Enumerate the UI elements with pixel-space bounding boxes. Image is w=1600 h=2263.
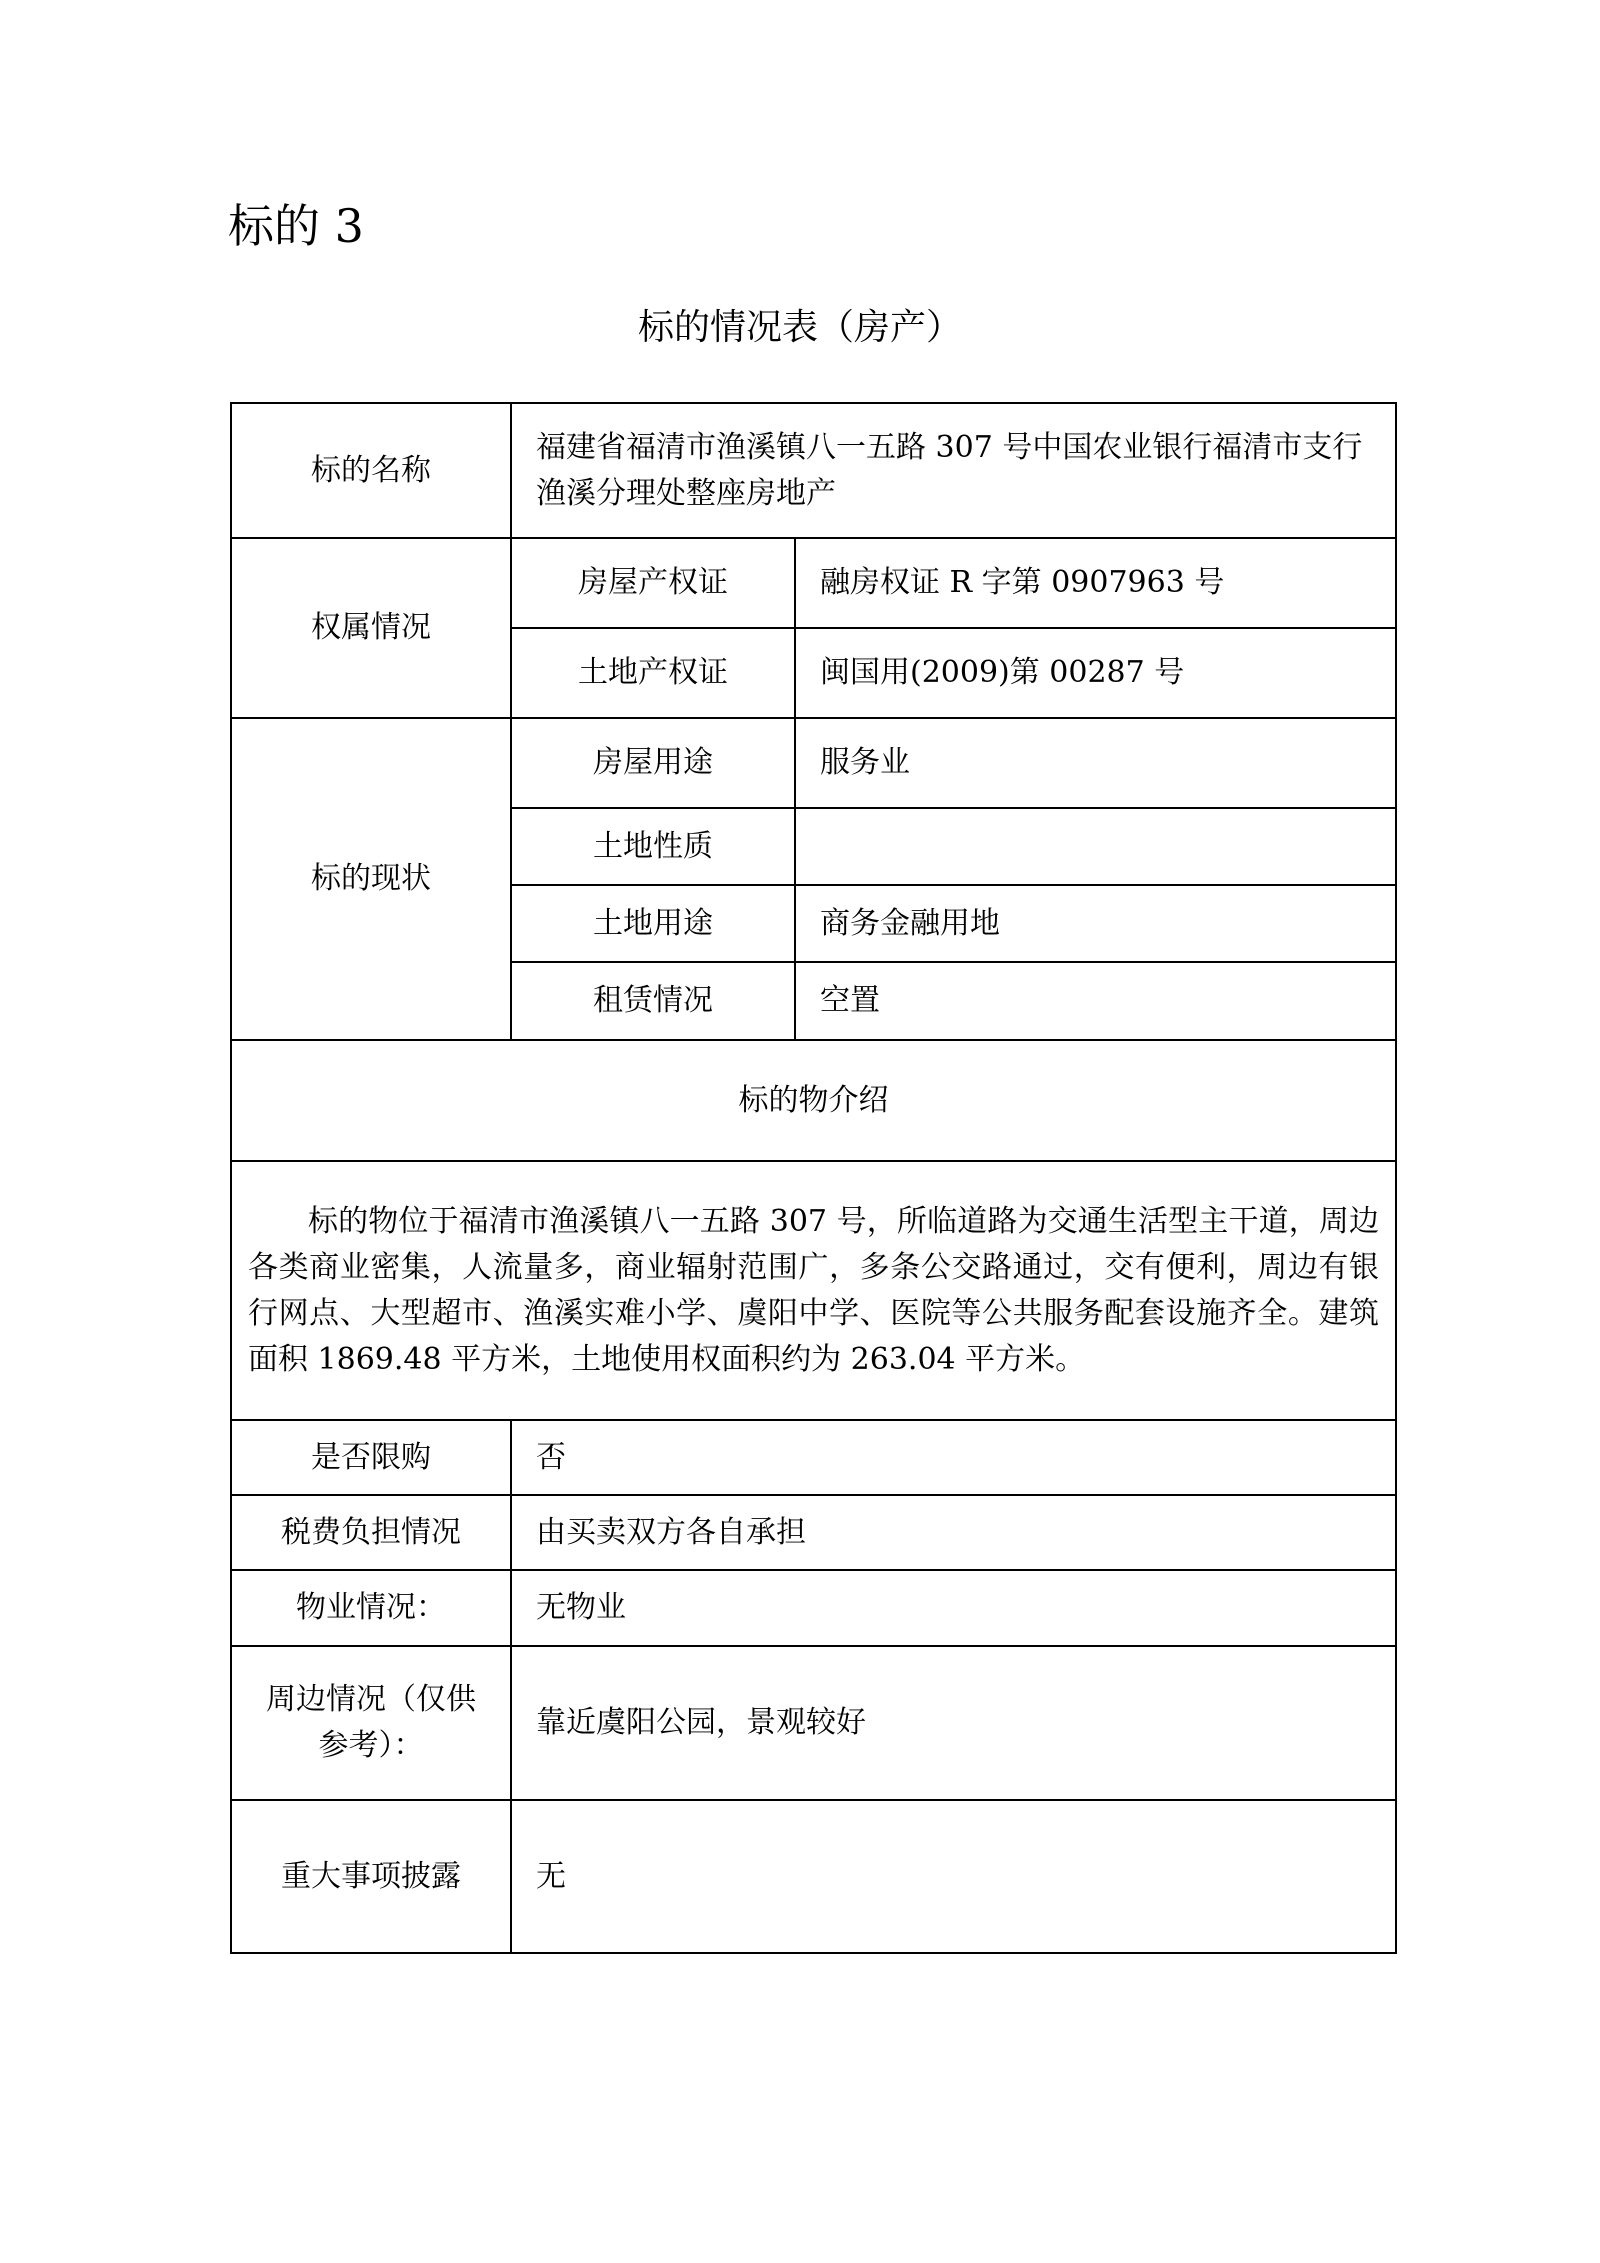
land-nature-value	[795, 808, 1396, 885]
row-tax	[231, 1495, 1396, 1570]
land-use-value: 商务金融用地	[795, 885, 1396, 962]
document-title: 标的情况表（房产）	[637, 307, 962, 348]
intro-header: 标的物介绍	[231, 1040, 1396, 1161]
row-house-use	[231, 718, 1396, 808]
section-heading: 标的 3	[228, 199, 364, 253]
property-mgmt-label: 物业情况：	[231, 1570, 511, 1646]
surroundings-value: 靠近虞阳公园，景观较好	[511, 1646, 1396, 1800]
property-mgmt-value: 无物业	[511, 1570, 1396, 1646]
ownership-label: 权属情况	[231, 538, 511, 718]
row-name	[231, 403, 1396, 538]
house-use-value: 服务业	[795, 718, 1396, 808]
name-label: 标的名称	[231, 403, 511, 538]
row-intro-text	[231, 1161, 1396, 1420]
surroundings-label: 周边情况（仅供参考）：	[231, 1646, 511, 1800]
land-nature-label: 土地性质	[511, 808, 795, 885]
disclosure-value: 无	[511, 1800, 1396, 1953]
row-purchase-limit	[231, 1420, 1396, 1495]
land-cert-label: 土地产权证	[511, 628, 795, 718]
purchase-limit-value: 否	[511, 1420, 1396, 1495]
lease-value: 空置	[795, 962, 1396, 1040]
intro-text: 标的物位于福清市渔溪镇八一五路 307 号，所临道路为交通生活型主干道，周边各类商业密集，人流量多，商业辐射范围广，多条公交路通过，交有便利，周边有银行网点、大型超市、渔溪实难小学、虞阳中学、医院等公共服务配套设施齐全。建筑面积 1869.48 平方米，土地使用权面积约为 263.04 平方米。	[248, 1203, 1379, 1377]
tax-label: 税费负担情况	[231, 1495, 511, 1570]
house-cert-value: 融房权证 R 字第 0907963 号	[795, 538, 1396, 628]
row-surroundings	[231, 1646, 1396, 1800]
house-cert-label: 房屋产权证	[511, 538, 795, 628]
name-value: 福建省福清市渔溪镇八一五路 307 号中国农业银行福清市支行渔溪分理处整座房地产	[511, 403, 1396, 538]
status-label: 标的现状	[231, 718, 511, 1040]
intro-text-cell	[231, 1161, 1396, 1420]
land-cert-value: 闽国用(2009)第 00287 号	[795, 628, 1396, 718]
land-use-label: 土地用途	[511, 885, 795, 962]
row-house-cert	[231, 538, 1396, 628]
purchase-limit-label: 是否限购	[231, 1420, 511, 1495]
property-info-table	[230, 402, 1397, 1954]
lease-label: 租赁情况	[511, 962, 795, 1040]
disclosure-label: 重大事项披露	[231, 1800, 511, 1953]
row-disclosure	[231, 1800, 1396, 1953]
house-use-label: 房屋用途	[511, 718, 795, 808]
row-intro-header	[231, 1040, 1396, 1161]
row-property-mgmt	[231, 1570, 1396, 1646]
tax-value: 由买卖双方各自承担	[511, 1495, 1396, 1570]
